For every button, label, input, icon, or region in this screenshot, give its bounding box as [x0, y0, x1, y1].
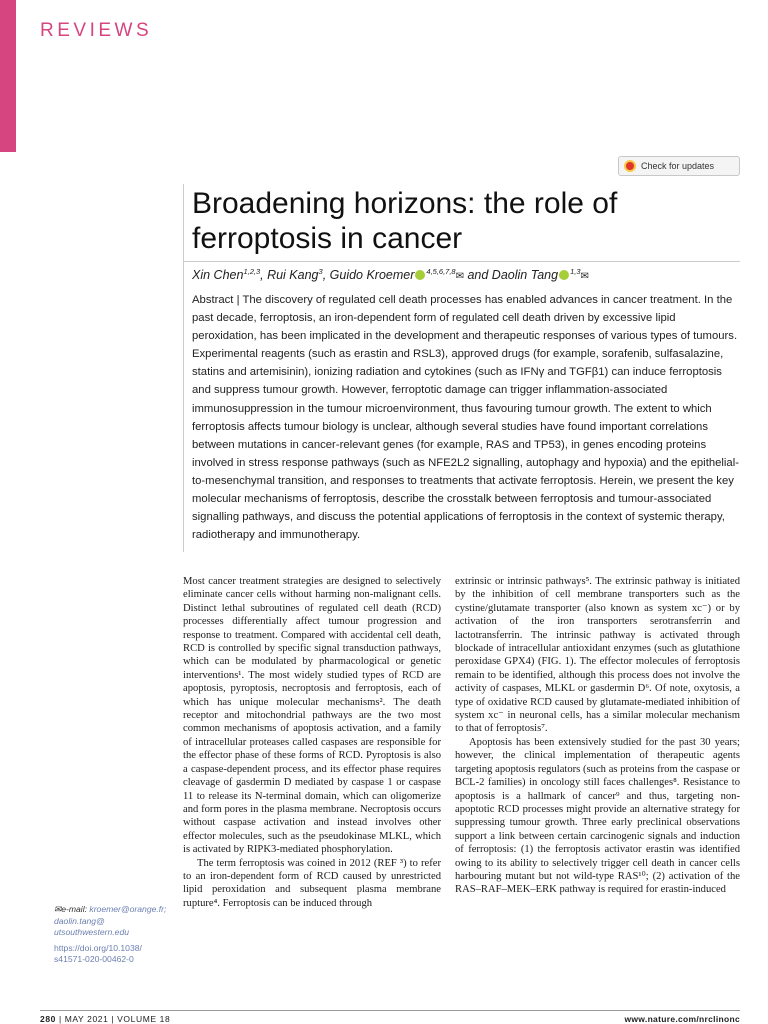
body-paragraph: extrinsic or intrinsic pathways⁵. The extrinsic pathway is initiated by the inhibition of cell membrane transporters such as the cystine/glutamate transporter (also known as system xc⁻) or by activation of the iron transporters serotransferrin and lactotransferrin. The intrinsic pathway is activated through blockade of intracellular antioxidant enzymes (such as glutathione peroxidase GPX4) (FIG. 1). The effector molecules of ferroptosis remain to be identified, although this process does not involve the activity of caspases, MLKL or gasdermin D⁶. Of note, oxytosis, a type of oxidative RCD caused by glutamate-mediated inhibition of system xc⁻ in neuronal cells, has a similar molecular mechanism to that of ferroptosis⁷.	[455, 576, 740, 735]
body-paragraph: Most cancer treatment strategies are designed to selectively eliminate cancer cells without harming non-malignant cells. Distinct lethal subroutines of regulated cell death (RCD) processes differentially affect tumour progression and response to treatment. Compared with accidental cell death, RCD is controlled by specific signal transduction pathways, which can be modulated by pharmacological or genetic interventions¹. The most widely studied types of RCD are apoptosis, pyroptosis, necroptosis and ferroptosis, each of which has unique molecular mechanisms². The death receptor and mitochondrial pathways are the two most common mechanisms of apoptosis activation, and a family of intracellular proteases called caspases are responsible for the effector phase of these forms of RCD. Pyroptosis is also a caspase-dependent process, and its effector phase requires cleavage of gasdermin D mediated by caspase 1 or caspase 11 to release its N-terminal domain, which can oligomerize and form pores in the plasma membrane. Necroptosis occurs without caspase activation and instead involves other effector molecules, such as the pseudokinase MLKL, which is activated by RIPK3-mediated phosphorylation.	[183, 576, 441, 856]
orcid-icon[interactable]	[559, 270, 569, 280]
update-icon	[624, 160, 636, 172]
orcid-icon[interactable]	[415, 270, 425, 280]
email-link[interactable]: daolin.tang@	[54, 915, 105, 926]
author-affiliation: 3	[318, 267, 323, 276]
author-name: Rui Kang	[267, 268, 319, 283]
author-affiliation: 1,3	[570, 267, 581, 276]
abstract-label: Abstract |	[192, 294, 240, 306]
check-for-updates-button[interactable]	[618, 156, 740, 176]
body-paragraph: Apoptosis has been extensively studied for the past 30 years; however, the clinical implementation of therapeutic agents targeting apoptosis regulators (such as proteins from the caspase or BCL-2 families) in oncology still faces challenges⁸. Resistance to apoptosis is a hallmark of cancer⁹ and thus, targeting non-apoptotic RCD processes might provide an alternative strategy for suppressing tumour growth. Three early preclinical observations support a link between certain carcinogenic signals and induction of ferroptosis: (1) the ferroptosis activator erastin was identified owing to its ability to selectively trigger cell death in cancer cells harbouring mutant but not wild-type RAS¹⁰; (2) activation of the RAS–RAF–MEK–ERK pathway is required for erastin-induced	[455, 736, 740, 896]
section-label: REVIEWS	[40, 20, 153, 41]
author-name: and Daolin Tang	[464, 268, 559, 283]
footer-issue	[40, 1014, 170, 1024]
body-column-right	[455, 575, 740, 897]
author-name: Xin Chen	[192, 268, 244, 283]
email-link[interactable]: kroemer@orange.fr;	[89, 904, 167, 914]
abstract-text: The discovery of regulated cell death processes has enabled advances in cancer treatment. In the past decade, ferroptosis, an iron-dependent form of regulated cell death driven by excessive lipid peroxidation, has been implicated in the development and therapeutic responses of various types of tumours. Experimental reagents (such as erastin and RSL3), approved drugs (for example, sorafenib, sulfasalazine, statins and artemisinin), ionizing radiation and cytokines (such as IFNγ and TGFβ1) can induce ferroptosis and suppress tumour growth. However, ferroptotic damage can trigger inflammation-associated immunosuppression in the tumour microenvironment, thus favouring tumour growth. The extent to which ferroptosis affects tumour biology is unclear, although several studies have found important correlations between mutations in cancer-relevant genes (for example, RAS and TP53), in genes encoding proteins involved in stress response pathways (such as NFE2L2 signalling, autophagy and hypoxia) and the epithelial-to-mesenchymal transition, and responses to treatments that activate ferroptosis. Herein, we present the key molecular mechanisms of ferroptosis, describe the crosstalk between ferroptosis and tumour-associated signalling pathways, and discuss the potential applications of ferroptosis in the context of systemic therapy, radiotherapy and immunotherapy.	[192, 294, 739, 542]
email-icon[interactable]: ✉	[580, 271, 589, 283]
footer-rule	[40, 1010, 740, 1011]
author-affiliation: 1,2,3	[243, 267, 261, 276]
issue-info: | MAY 2021 | VOLUME 18	[58, 1014, 171, 1024]
email-icon[interactable]: ✉	[455, 271, 464, 283]
section-color-bar	[0, 0, 16, 152]
abstract	[192, 291, 740, 544]
correspondence-sidebar	[54, 904, 176, 966]
author-name: Guido Kroemer	[329, 268, 415, 283]
doi-link-cont[interactable]: s41571-020-00462-0	[54, 954, 134, 964]
article-title: Broadening horizons: the role of ferroptosis in cancer	[192, 187, 618, 255]
body-paragraph: The term ferroptosis was coined in 2012 (REF ³) to refer to an iron-dependent form of RCD caused by unrestricted lipid peroxidation and subsequent plasma membrane rupture⁴. Ferroptosis can be induced through	[183, 857, 441, 909]
email-link[interactable]: utsouthwestern.edu	[54, 927, 130, 937]
page-number: 280	[40, 1014, 56, 1024]
author-affiliation: 4,5,6,7,8	[426, 267, 456, 276]
author-list: Xin Chen$^{1,2,3}$, Rui Kang$^3$, Guido Kroemer $^{4,5,6,7,8}$✉ and Daolin Tang $^{1,3}$✉	[192, 267, 589, 283]
title-vertical-rule	[183, 184, 184, 552]
journal-url[interactable]: www.nature.com/nrclinonc	[624, 1014, 740, 1024]
email-label: ✉e-mail:	[54, 904, 87, 914]
body-column-left	[183, 575, 441, 910]
doi-link[interactable]: https://doi.org/10.1038/	[54, 942, 142, 953]
title-horizontal-rule	[183, 261, 740, 262]
check-for-updates-label: Check for updates	[641, 161, 715, 171]
